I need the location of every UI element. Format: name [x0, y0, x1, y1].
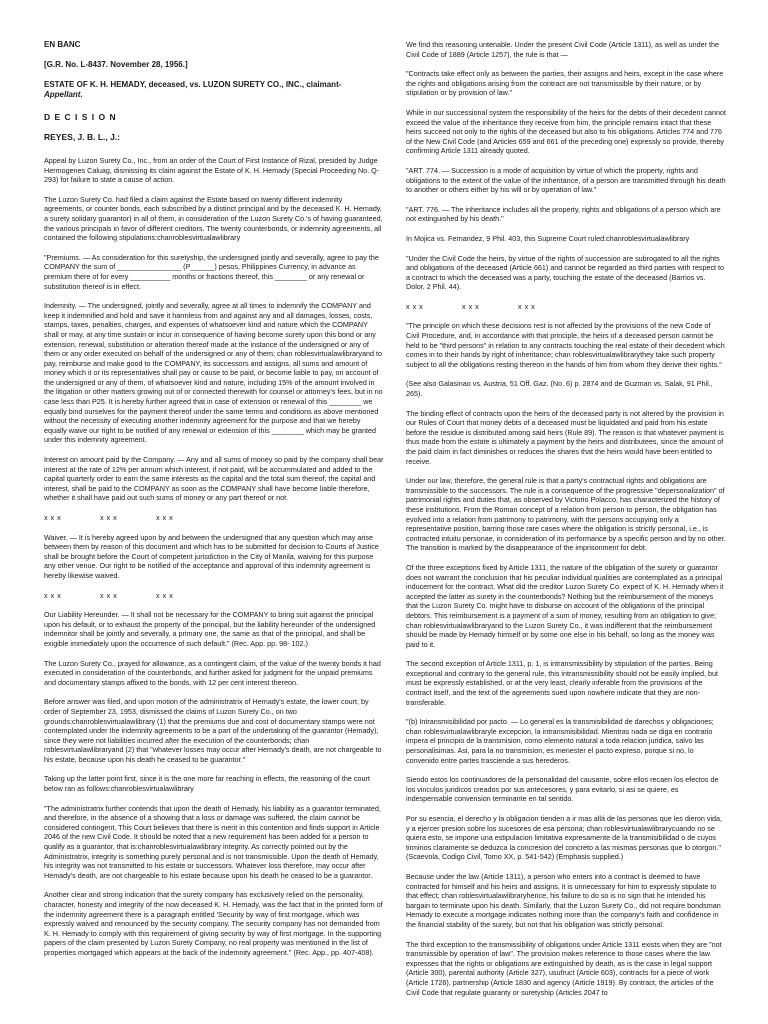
paragraph: "Under the Civil Code the heirs, by virtue of the rights of succession are subrogated to all the rights and obligations of the deceased (Article 661) and cannot be regarded as third parties with respect to a contract to which the deceased was a party, touching the estate of the deceased (Barrios vs. Dolor, 2 Phil. 44).	[406, 253, 725, 292]
paragraph: "The administratrix further contends that upon the death of Hemady, his liability as a guarantor terminated, and therefore, in the absence of a showing that a loss or damage was suffered, the claim cannot be considered contingent. This Court believes that there is merit in this contention and finds support in Article 2046 of the new Civil Code. It should be noted that a new requirement has been added for a person to qualify as a guarantor, that is:chanroblesvirtualawlibrary integrity. As correctly pointed out by the Administratrix, integrity is something purely personal and is not transmissible. Upon the death of Hemady, his integrity was not transmitted to his estate or successors. Whatever loss therefore, may occur after Hemady's death, are not chargeable to his estate because upon his death he ceased to be a guarantor.	[44, 803, 381, 880]
paragraph: (See also Galasinao vs. Austria, 51 Off. Gaz. (No. 6) p. 2874 and de Guzman vs. Salak, 91 Phil., 265).	[406, 379, 713, 399]
paragraph: Taking up the latter point first, since it is the one more far reaching in effects, the reasoning of the court below ran as follows:chanroblesvirtualawlibrary	[44, 774, 370, 794]
court-division: EN BANC	[44, 40, 81, 49]
paragraph: Appeal by Luzon Surety Co., Inc., from an order of the Court of First Instance of Rizal, presided by Judge Hermogenes Caluag, dismissing its claim against the Estate of K. H. Hemady (Special Proceeding No. Q-293) for failure to state a cause of action.	[44, 156, 380, 185]
paragraph: Our Liability Hereunder. — It shall not be necessary for the COMPANY to bring suit against the principal upon his default, or to exhaust the property of the principal, but the liability hereunder of the undersigned indemnitor shall be jointly and severally, a primary one, the same as that of the principal, and shall be exigible immediately upon the occurrence of such default." (Rec. App. pp. 98- 102.)	[44, 610, 376, 648]
paragraph: Before answer was filed, and upon motion of the administratrix of Hemady's estate, the lower court, by order of September 23, 1953, dismissed the claims of Luzon Surety Co., on two grounds:chanroblesvirtualawlibrary (1) that the premiums due and cost of documentary stamps were not contemplated under the indemnity agreements to be a part of the undertaking of the guarantor (Hemady), since they were not liabilities incurred after the execution of the counterbonds; chan roblesvirtualawlibraryand (2) that "whatever losses may occur after Hemady's death, are not chargeable to his estate, because upon his death he ceased to be guarantor."	[44, 697, 382, 764]
gr-number: [G.R. No. L-8437. November 28, 1956.]	[44, 60, 188, 69]
paragraph: We find this reasoning untenable. Under the present Civil Code (Article 1311), as well as under the Civil Code of 1889 (Article 1257), the rule is that —	[406, 40, 719, 59]
paragraph: Siendo estos los continuadores de la personalidad del causante, sobre ellos recaen los efectos de los vinculos juridicos creados por sus antecesores, y para evitarlo, si asi se quiere, es indespensable convension terminante en tal sentido.	[406, 775, 719, 804]
paragraph: The Luzon Surety Co. had filed a claim against the Estate based on twenty different indemnity agreements, or counter bonds, each subscribed by a distinct principal and by the deceased K. H. Hemady, a surety solidary guarantor) in all of them, in consideration of the Luzon Surety Co.'s of having guaranteed, the various principals in favor of different creditors. The twenty counterbonds, or indemnity agreements, all contained the following stipulations:chanroblesvirtualawlibrary	[44, 194, 383, 243]
paragraph: The third exception to the transmissibility of obligations under Article 1311 exists when they are "not transmissible by operation of law". The provision makes reference to those cases where the law expresses that the rights or obligations are extinguished by death, as is the case in legal support (Article 300), parental authority (Article 327), usufruct (Article 603), contracts for a piece of work (Article 1726), partnership (Article 1830 and agency (Article 1919). By contract, the articles of the Civil Code that regulate guaranty or suretyship (Articles 2047 to	[406, 939, 722, 997]
paragraph: Por su esencia, el derecho y la obligacion tienden a ir mas allá de las personas que les dieron vida, y a ejercer presion sobre los sucesores de esa persona; chan roblesvirtualawlibrarycuando no se quiera esto, se impone una estipulacion limitativa expresamente de la transmisibilidad o de cuyos tirminos claramente se deduzca la concresion del concreto a las mismas personas que lo otorgon." (Scaevola, Codigo Civil, Tomo XX, p. 541-542) (Emphasis supplied.)	[406, 814, 723, 862]
paragraph: The Luzon Surety Co., prayed for allowance, as a contingent claim, of the value of the twenty bonds it had executed in consideration of the counterbonds, and further asked for judgment for the unpaid premiums and documentary stamps affixed to the bonds, with 12 per cent interest thereon.	[44, 658, 381, 687]
paragraph: Of the three exceptions fixed by Article 1311, the nature of the obligation of the surety or guarantor does not warrant the conclusion that his peculiar individual qualities are contemplated as a principal inducement for the contract. What did the creditor Luzon Surety Co. expect of K. H. Hemady when it accepted the latter as surety in the counterbonds? Nothing but the reimbursement of the moneys that the Luzon Surety Co. might have to disburse on account of the obligations of the principal debtors. This reimbursement is a payment of a sum of money, resulting from an obligation to give; chan roblesvirtualawlibraryand to the Luzon Surety Co., it was indifferent that the reimbursement should be made by Hemady himself or by some one else in his behalf, so long as the money was paid to it.	[406, 562, 724, 649]
paragraph: "The principle on which these decisions rest is not affected by the provisions of the new Code of Civil Procedure, and, in accordance with that principle, the heirs of a deceased person cannot be held to be "third persons" in relation to any contracts touching the real estate of their decedent which comes in to their hands by right of inheritance; chan roblesvirtualawlibrarythey take such property subject to all the obligations resting thereon in the hands of him from whom they derive their rights."	[406, 321, 725, 369]
case-caption-text: ESTATE OF K. H. HEMADY, deceased, vs. LUZON SURETY CO., INC., claimant-	[44, 80, 342, 89]
paragraph: Another clear and strong indication that the surety company has exclusively relied on the personality, character, honesty and integrity of the now deceased K. H. Hemady, was the fact that in the printed form of the indemnity agreement there is a paragraph entitled 'Security by way of first mortgage, which was expressly waived and renounced by the security company. The security company has not demanded from K. H. Hemady to comply with this requirement of giving security by way of first mortgage. In the supporting papers of the claim presented by Luzon Surety Company, no real property was mentioned in the list of properties mortgaged which appears at the back of the indemnity agreement." (Rec. App., pp. 407-408).	[44, 890, 383, 957]
omission-marker: x x x x x x x x x	[44, 590, 174, 600]
paragraph: "(b) Intransmisibilidad por pacto. — Lo general es la transmisibilidad de darechos y obligaciones; chan roblesvirtualawlibraryle excepcion, la intransmisibilidad. Mientras nada se diga en contrario impera el principio de la transmision, como elemento natural a toda relacion juridica, salvo las personalisimas. Asi, para la no transmision, es menester el pacto expreso, porque si no, lo convenido entre partes trasciende a sus herederos.	[406, 717, 714, 765]
decision-heading: D E C I S I O N	[44, 112, 117, 122]
paragraph: Waiver. — It is hereby agreed upon by and between the undersigned that any question which may arise between them by reason of this document and which has to be submitted for decision to Courts of Justice shall be brought before the Court of competent jurisdiction in the City of Manila, waiving for this purpose any other venue. Our right to be notified of the acceptance and approval of this indemnity agreement is hereby likewise waived.	[44, 532, 379, 580]
paragraph: Interest on amount paid by the Company. — Any and all sums of money so paid by the company shall bear interest at the rate of 12% per annum which interest, if not paid, will be accummulated and added to the capital quarterly order to earn the same interests as the capital and the total sum thereof, the capital and interest, shall be paid to the COMPANY as soon as the COMPANY shall have become liable therefore, whether it shall have paid out such sums of money or any part thereof or not.	[44, 455, 384, 503]
paragraph: "ART. 774. — Succession is a mode of acquisition by virtue of which the property, rights and obligations to the extent of the value of the inheritance, of a person are transmitted through his death to another or others either by his will or by operation of law."	[406, 165, 726, 195]
ponente: REYES, J. B. L., J.:	[44, 132, 121, 142]
paragraph: The second exception of Article 1311, p. 1, is intransmissibility by stipulation of the parties. Being exceptional and contrary to the general rule, this intransmissibility should not be easily implied, but must be expressly established, or at the very least, clearly inferable from the provisions of the contract itself, and the text of the agreements sued upon nowhere indicate that they are non-transferable.	[406, 659, 719, 707]
paragraph: Under our law, therefore, the general rule is that a party's contractual rights and obligations are transmissible to the successors. The rule is a consequence of the progressive "depersonalization" of patrimonial rights and duties that, as observed by Victorio Polacco, has characterized the history of these institutions. From the Roman concept of a relation from person to person, the obligation has evolved into a relation from patrimony to patrimony, with the persons occupying only a representative position, barring those rare cases where the obligation is strictly personal, i.e., is contracted intuitu personae, in consideration of its performance by a specific person and by no other. The transition is marked by the disappearance of the imprisonment for debt.	[406, 476, 726, 553]
right-column	[406, 40, 726, 1024]
paragraph: The binding effect of contracts upon the heirs of the deceased party is not altered by the provision in our Rules of Court that money debts of a deceased must be liquidated and paid from his estate before the residue is distributed among said heirs (Rule 89). The reason is that whatever payment is thus made from the estate is ultimately a payment by the heirs and distributees, since the amount of the paid claim in fact diminishes or reduces the shares that the heirs would have been entitled to receive.	[406, 408, 724, 466]
paragraph: "ART. 776. — The inheritance includes all the property, rights and obligations of a person which are not extinguished by his death."	[406, 204, 721, 224]
paragraph: In Mojica vs. Fernandez, 9 Phil. 403, this Supreme Court ruled:chanroblesvirtualawlibrary	[406, 233, 690, 243]
paragraph: While in our successional system the responsibility of the heirs for the debts of their decedent cannot exceed the value of the inheritance they receive from him, the principle remains intact that these heirs succeed not only to the rights of the deceased but also to his obligations. Articles 774 and 776 of the New Civil Code (and Articles 659 and 661 of the preceding one) expressly so provide, thereby confirming Article 1311 already quoted.	[406, 107, 726, 156]
left-column	[44, 40, 384, 1024]
omission-marker: x x x x x x x x x	[406, 301, 536, 311]
case-caption-role: Appellant.	[44, 90, 83, 99]
paragraph: "Contracts take effect only as between the parties, their assigns and heirs, except in the case where the rights and obligations arising from the contract are not transmissible by their nature, or by stipulation or by provision of law."	[406, 69, 724, 98]
case-caption	[44, 80, 384, 100]
paragraph: Indemnity. — The undersigned, jointly and severally, agree at all times to indemnify the COMPANY and keep it indemnified and hold and save it harmless from and against any and all damages, losses, costs, stamps, taxes, penalties, charges, and expenses of whatsoever kind and nature which the COMPANY shall or may, at any time sustain or incur in consequence of having become surety upon this bond or any extension, renewal, substitution or alteration thereof made at the instance of the undersigned or any of them or any order executed on behalf of the undersigned or any of them; chan roblesvirtualawlibraryand to pay, reimburse and make good to the COMPANY, its successors and assigns, all sums and amount of money which it or its representatives shall pay or cause to be paid, or become liable to pay, on account of the undersigned or any of them, of whatsoever kind and nature, including 15% of the amount involved in the litigation or other matters growing out of or connected therewith for counsel or attorney's fees, but in no case less than P25. It is hereby further agreed that in case of extension or renewal of this ________ we equally bind ourselves for the payment thereof under the same terms and conditions as above mentioned without the necessity of executing another indemnity agreement for the purpose and that we hereby equally waive our right to be notified of any renewal or extension of this ________ which may be granted under this indemnity agreement.	[44, 301, 383, 445]
omission-marker: x x x x x x x x x	[44, 513, 174, 522]
paragraph: "Premiums. — As consideration for this suretyship, the undersigned jointly and severally, agree to pay the COMPANY the sum of ________________ (P______) pesos, Philippines Currency, in advance as premium there of for every __________ months or fractions thereof, this ________ or any renewal or substitution thereof is in effect.	[44, 252, 379, 291]
paragraph: Because under the law (Article 1311), a person who enters into a contract is deemed to have contracted for himself and his heirs and assigns, it is unnecessary for him to expressly stipulate to that effect; chan roblesvirtualawlibraryhence, his failure to do so is no sign that he intended his bargain to terminate upon his death. Similarly, that the Luzon Surety Co., did not require bondsman Hemady to execute a mortgage indicates nothing more than the company's faith and confidence in the financial stability of the surety, but not that his obligation was strictly personal.	[406, 871, 721, 929]
